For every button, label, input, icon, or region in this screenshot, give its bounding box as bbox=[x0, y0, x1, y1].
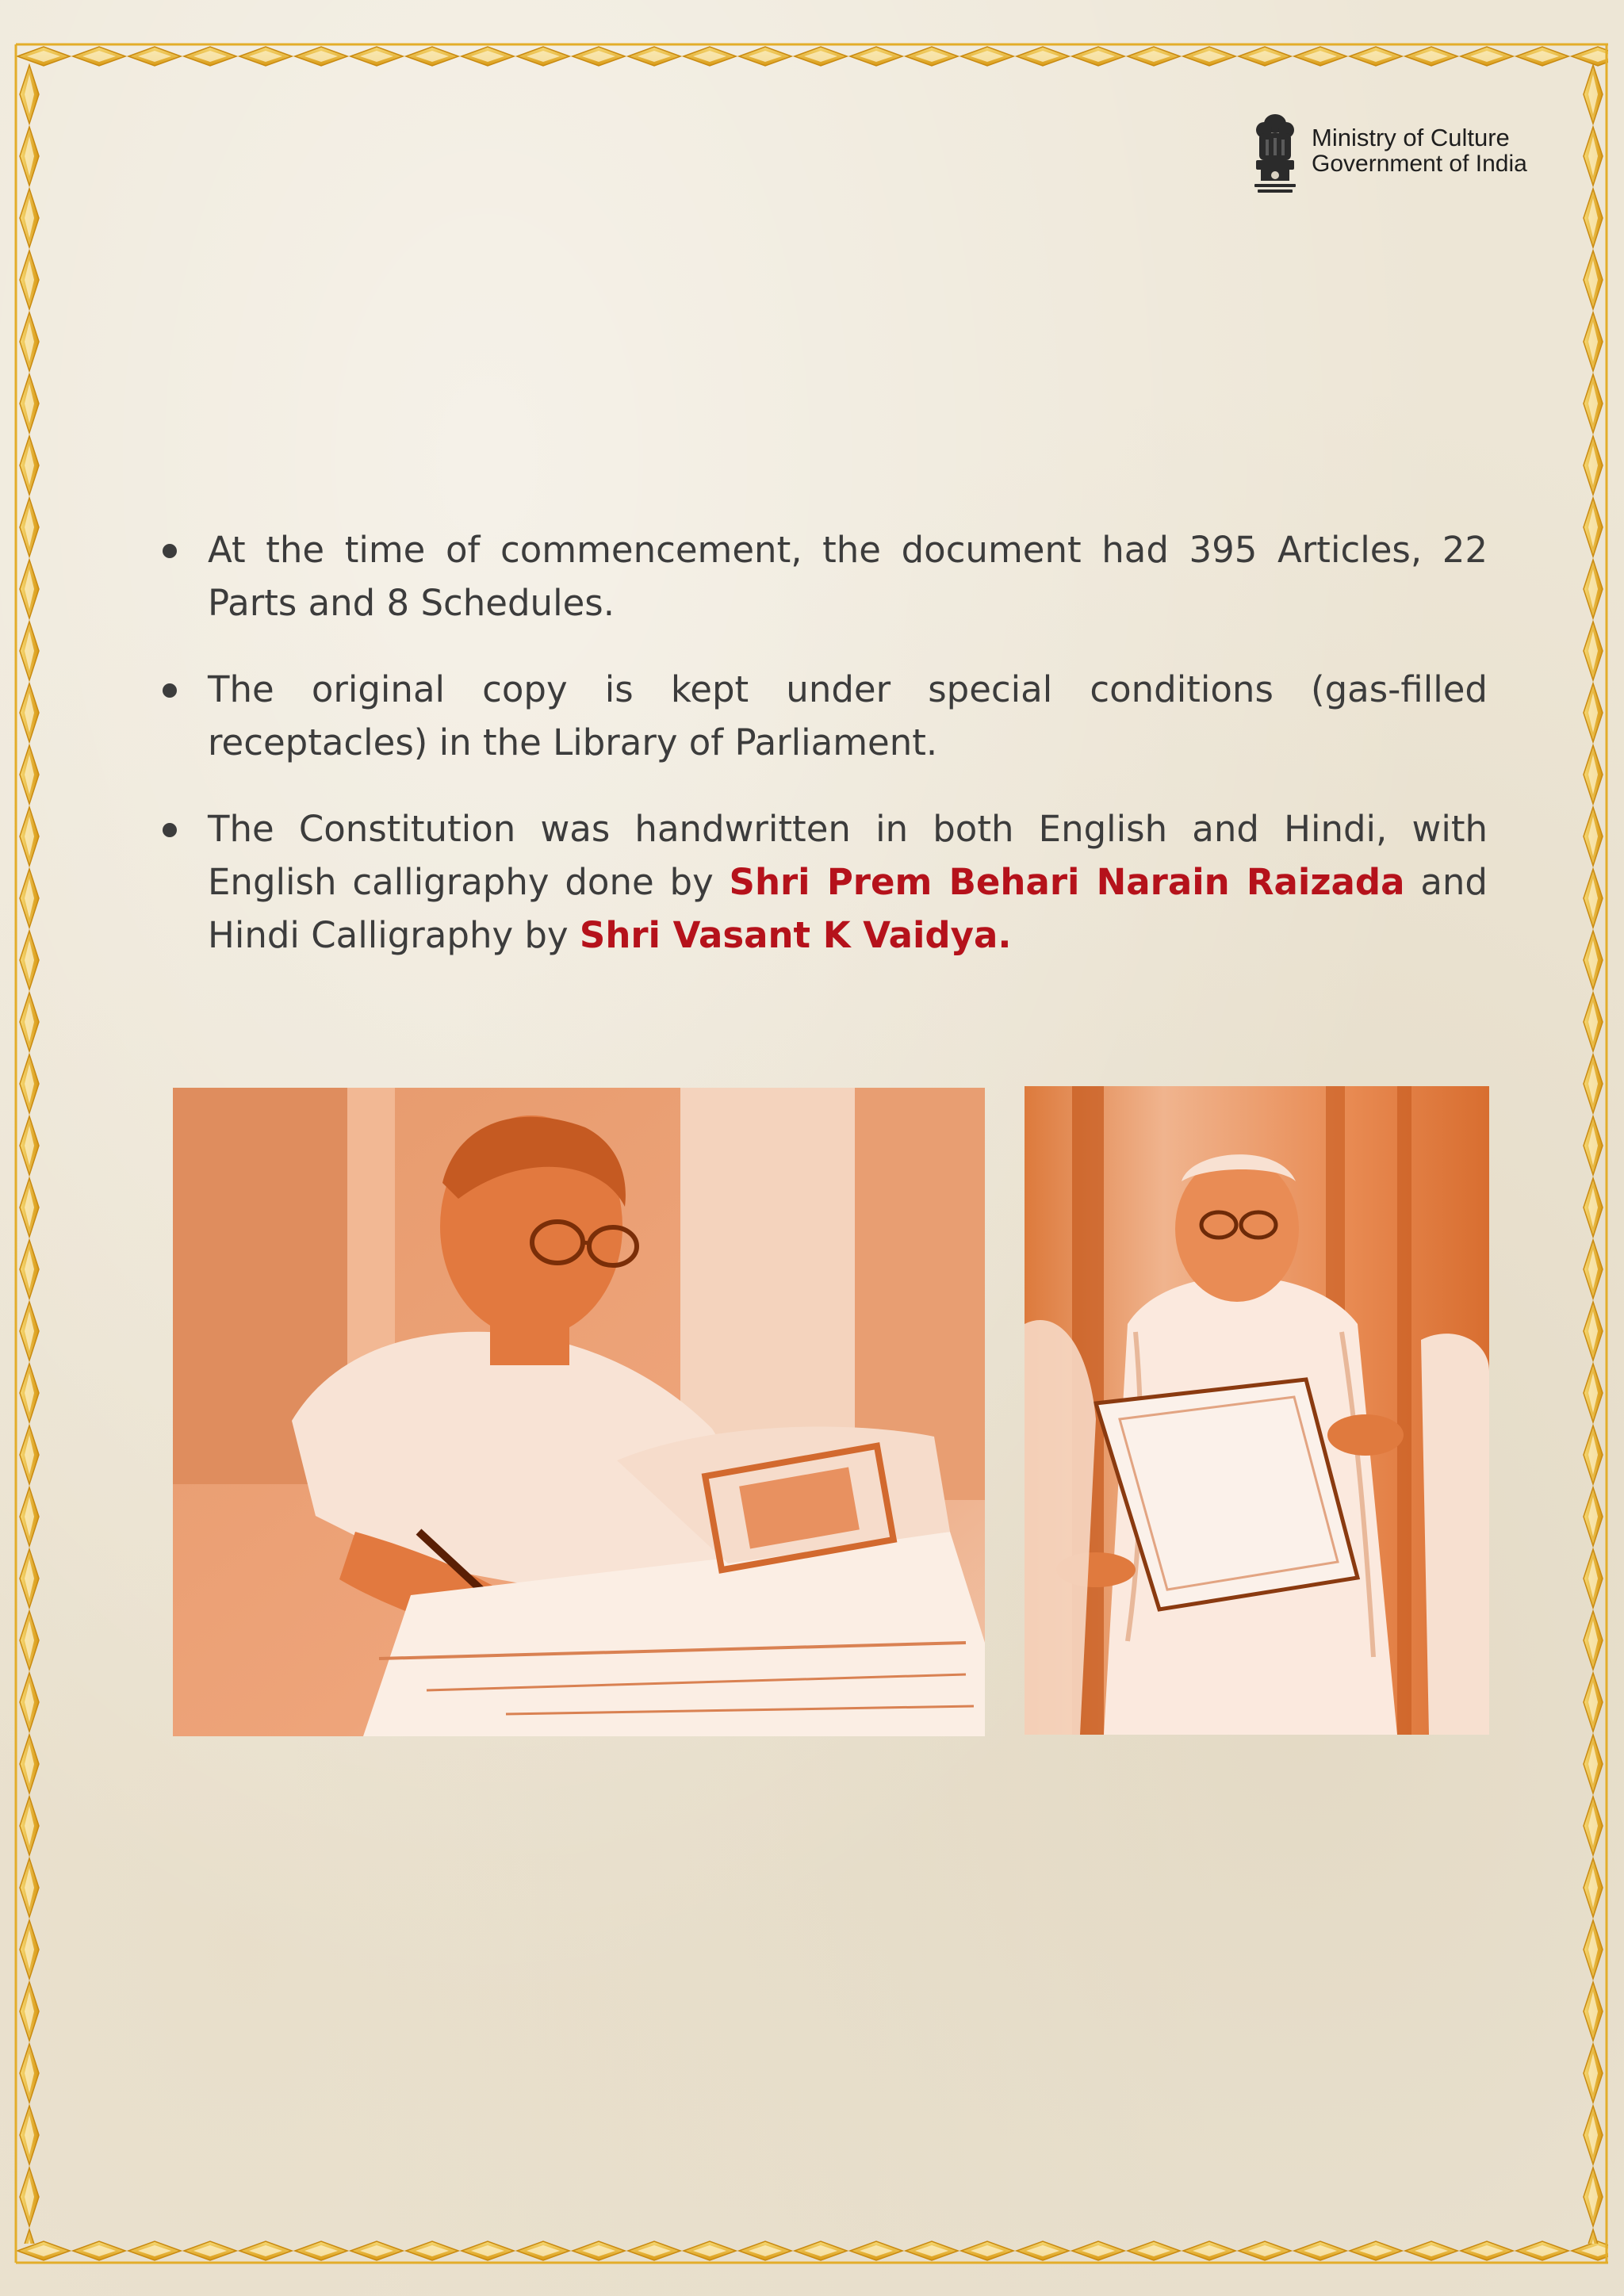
list-item bbox=[155, 802, 1488, 962]
ministry-name: Ministry of Culture bbox=[1312, 124, 1510, 151]
english-calligrapher-name: Shri Prem Behari Narain Raizada bbox=[729, 861, 1405, 903]
bullet-text: The Constitution was handwritten in both English and Hindi, with English calligraphy done by bbox=[208, 808, 1488, 903]
calligrapher-writing-photo bbox=[173, 1088, 985, 1736]
state-emblem-icon bbox=[1250, 109, 1300, 197]
ministry-logo bbox=[1247, 106, 1532, 201]
bullet-list bbox=[155, 523, 1488, 995]
bullet-text: and Hindi Calligraphy by bbox=[208, 861, 1488, 956]
hindi-calligrapher-name: Shri Vasant K Vaidya. bbox=[579, 914, 1012, 956]
bullet-dot-icon bbox=[163, 823, 177, 837]
bullet-text: At the time of commencement, the document had 395 Articles, 22 Parts and 8 Schedules. bbox=[208, 529, 1488, 624]
government-name: Government of India bbox=[1312, 151, 1527, 177]
bullet-text: The original copy is kept under special conditions (gas-filled receptacles) in the Library of Parliament. bbox=[208, 668, 1488, 763]
calligrapher-holding-document-photo bbox=[1025, 1086, 1489, 1735]
photo-illustration bbox=[173, 1088, 985, 1736]
bullet-dot-icon bbox=[163, 544, 177, 558]
bullet-dot-icon bbox=[163, 683, 177, 698]
photo-illustration bbox=[1025, 1086, 1489, 1735]
list-item bbox=[155, 663, 1488, 769]
list-item bbox=[155, 523, 1488, 629]
